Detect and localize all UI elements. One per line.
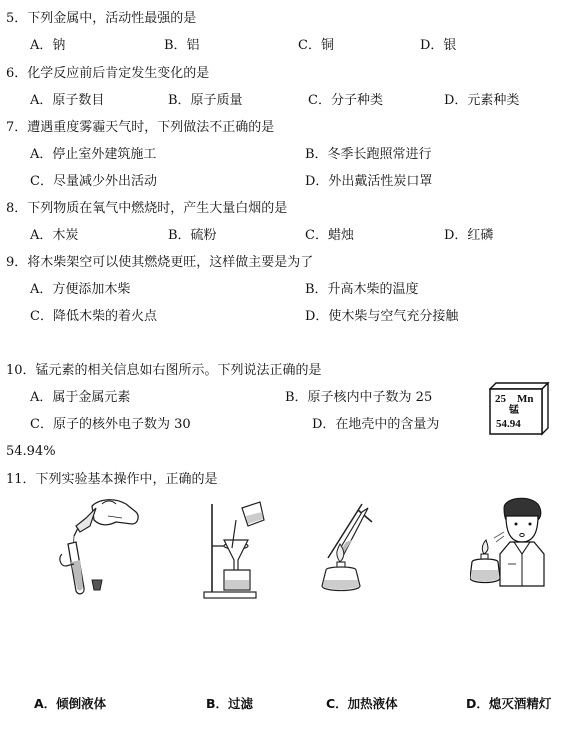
q10-option-c: C．原子的核外电子数为 30 (30, 417, 191, 432)
figure-heating-liquid (318, 500, 390, 594)
q11-stem: 11．下列实验基本操作中，正确的是 (6, 472, 218, 487)
q7-stem: 7．遭遇重度雾霾天气时，下列做法不正确的是 (6, 120, 275, 135)
element-mass: 54.94 (496, 418, 521, 430)
q8-option-d: D．红磷 (444, 228, 494, 243)
q5-option-b: B．铝 (164, 38, 200, 53)
q5-option-d: D．银 (420, 38, 457, 53)
element-symbol: Mn (517, 393, 534, 405)
q9-option-d: D．使木柴与空气充分接触 (305, 309, 459, 324)
q10-stem: 10．锰元素的相关信息如右图所示。下列说法正确的是 (6, 363, 322, 378)
q10-continuation: 54.94% (6, 444, 56, 459)
q9-option-b: B．升高木柴的温度 (305, 282, 419, 297)
figure-filtration (202, 500, 268, 602)
q10-option-a: A．属于金属元素 (30, 390, 131, 405)
caption-b: B．过滤 (206, 696, 254, 711)
q7-option-b: B．冬季长跑照常进行 (305, 147, 432, 162)
q5-option-a: A．钠 (30, 38, 66, 53)
q8-option-b: B．硫粉 (168, 228, 217, 243)
caption-a: A．倾倒液体 (34, 696, 107, 711)
q5-option-c: C．铜 (298, 38, 334, 53)
caption-c: C．加热液体 (326, 696, 398, 711)
q6-stem: 6．化学反应前后肯定发生变化的是 (6, 66, 210, 81)
q5-stem: 5．下列金属中，活动性最强的是 (6, 11, 197, 26)
q7-option-a: A．停止室外建筑施工 (30, 147, 157, 162)
element-name: 锰 (509, 405, 519, 416)
figure-pouring-liquid (56, 496, 148, 600)
element-card (489, 382, 549, 434)
q10-option-b: B．原子核内中子数为 25 (285, 390, 433, 405)
q6-option-c: C．分子种类 (308, 93, 383, 108)
q9-option-a: A．方便添加木柴 (30, 282, 131, 297)
q7-option-d: D．外出戴活性炭口罩 (305, 174, 433, 189)
q6-option-d: D．元素种类 (444, 93, 520, 108)
q8-option-c: C．蜡烛 (305, 228, 354, 243)
q8-stem: 8．下列物质在氧气中燃烧时，产生大量白烟的是 (6, 201, 288, 216)
q7-option-c: C．尽量减少外出活动 (30, 174, 157, 189)
q10-option-d: D．在地壳中的含量为 (312, 417, 440, 432)
q9-option-c: C．降低木柴的着火点 (30, 309, 157, 324)
element-atomic-number: 25 (495, 393, 506, 405)
q8-option-a: A．木炭 (30, 228, 79, 243)
q9-stem: 9．将木柴架空可以使其燃烧更旺，这样做主要是为了 (6, 255, 314, 270)
figure-extinguish-lamp (470, 494, 554, 594)
q6-option-a: A．原子数目 (30, 93, 105, 108)
caption-d: D．熄灭酒精灯 (466, 696, 552, 711)
q6-option-b: B．原子质量 (168, 93, 243, 108)
